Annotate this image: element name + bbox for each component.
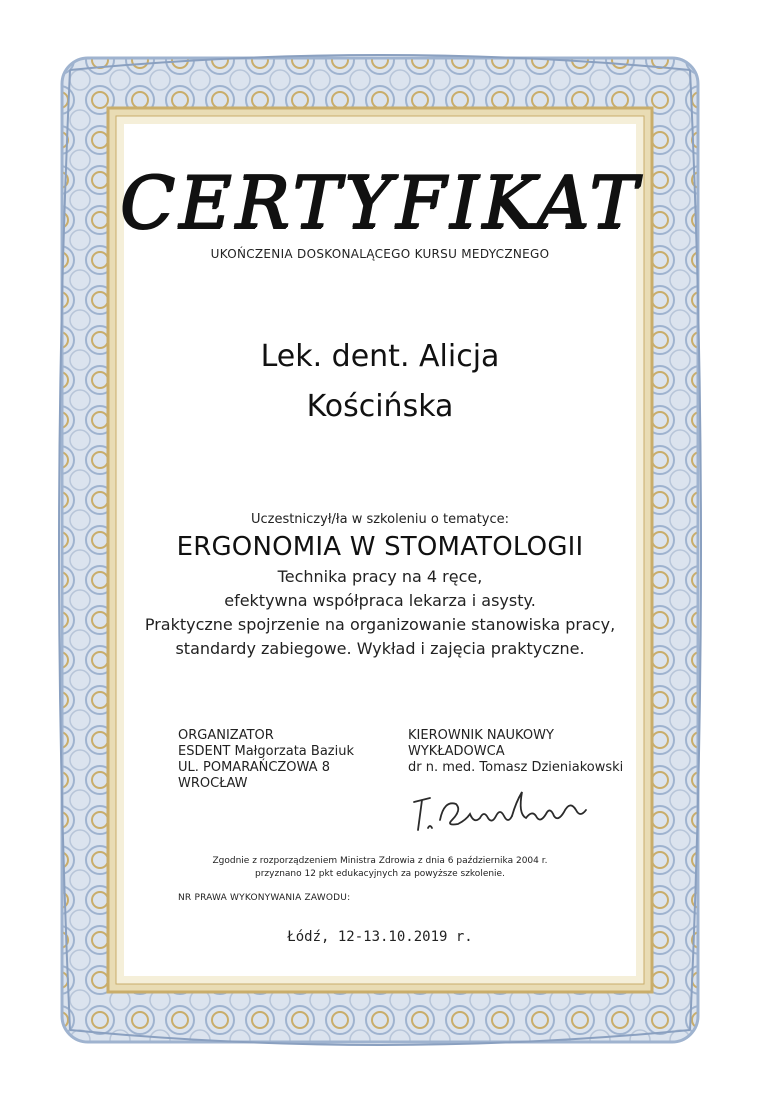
recipient-name-line2: Kościńska <box>306 389 454 424</box>
description-line: Praktyczne spojrzenie na organizowanie stanowiska pracy, <box>144 615 616 634</box>
course-description <box>0 565 760 661</box>
organizer-block <box>178 728 354 792</box>
certificate-subtitle: UKOŃCZENIA DOSKONALĄCEGO KURSU MEDYCZNEGO <box>210 247 550 261</box>
lecturer-name: dr n. med. Tomasz Dzieniakowski <box>408 760 624 775</box>
handwritten-signature <box>400 780 600 840</box>
recipient-name <box>0 332 760 432</box>
organizer-label: ORGANIZATOR <box>178 728 274 743</box>
license-number-label: NR PRAWA WYKONYWANIA ZAWODU: <box>178 893 351 903</box>
scientific-lead-label: KIEROWNIK NAUKOWY <box>408 728 554 743</box>
legal-note-line2: przyznano 12 pkt edukacyjnych za powyższe szkolenie. <box>255 869 505 879</box>
description-line: efektywna współpraca lekarza i asysty. <box>224 591 536 610</box>
place-and-date: Łódź, 12-13.10.2019 r. <box>287 929 473 945</box>
description-line: Technika pracy na 4 ręce, <box>277 567 483 586</box>
course-topic: ERGONOMIA W STOMATOLOGII <box>176 532 584 562</box>
recipient-name-line1: Lek. dent. Alicja <box>260 339 500 374</box>
organizer-name: ESDENT Małgorzata Baziuk <box>178 744 354 759</box>
participation-text: Uczestniczył/ła w szkoleniu o tematyce: <box>250 512 510 527</box>
legal-note-line1: Zgodnie z rozporządzeniem Ministra Zdrowia z dnia 6 października 2004 r. <box>212 856 548 866</box>
organizer-city: WROCŁAW <box>178 776 248 791</box>
scientific-lead-block <box>408 728 623 776</box>
organizer-street: UL. POMARAŃCZOWA 8 <box>178 760 330 775</box>
description-line: standardy zabiegowe. Wykład i zajęcia praktyczne. <box>175 639 585 658</box>
certificate-title: CERTYFIKAT <box>119 160 641 244</box>
legal-note <box>0 855 760 881</box>
lecturer-label: WYKŁADOWCA <box>408 744 505 759</box>
